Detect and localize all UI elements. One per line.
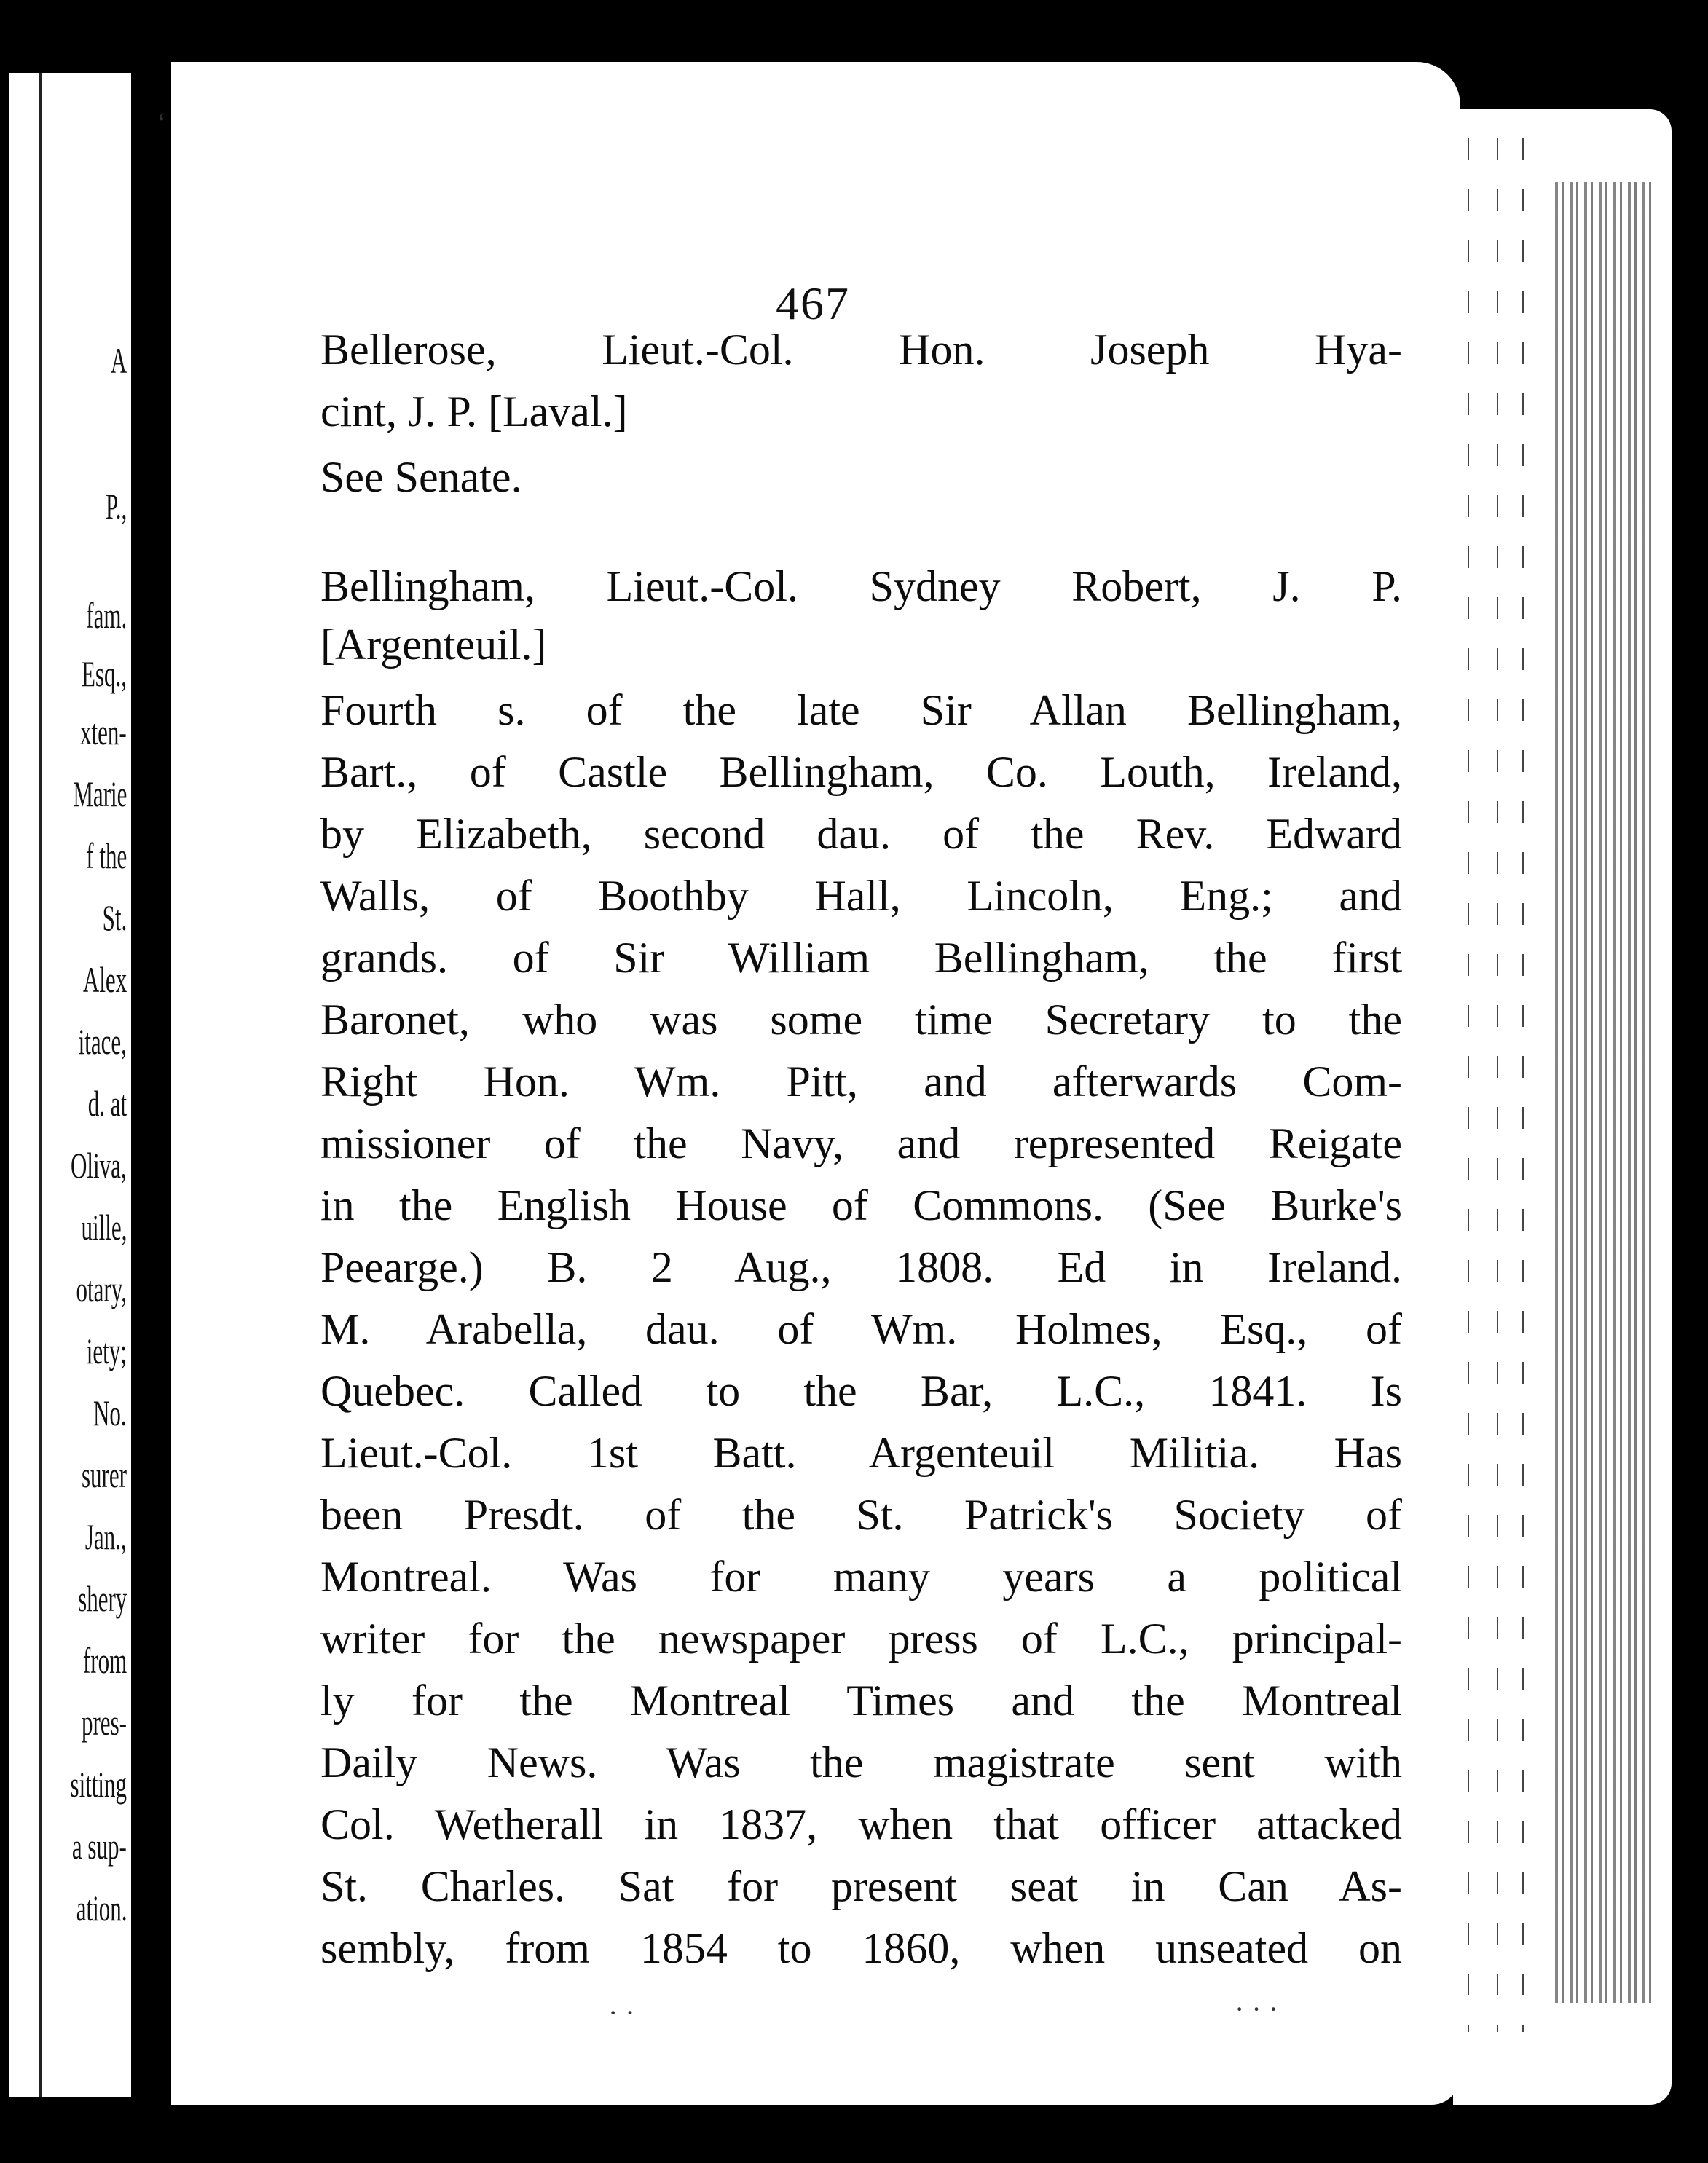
entry-body-line: missioner of the Navy, and represented Reigate [320,1119,1402,1167]
left-fragment: otary, [76,1269,127,1309]
left-fragment: iety; [86,1331,127,1371]
entry-body-line: Daily News. Was the magistrate sent with [320,1738,1402,1786]
entry-heading-line: Bellerose, Lieut.-Col. Hon. Joseph Hya- [320,326,1402,374]
left-fragment: A [110,340,127,381]
edge-line [1522,138,1524,2032]
entry-body-line: writer for the newspaper press of L.C., principal- [320,1615,1402,1663]
entry-body-line: Walls, of Boothby Hall, Lincoln, Eng.; and [320,872,1402,920]
edge-line [1497,138,1498,2032]
edge-line [1468,138,1469,2032]
left-fragment: fam. [86,595,127,636]
left-fragment: P., [105,486,127,527]
main-page [157,62,1460,2105]
left-fragment: Jan., [85,1516,127,1557]
left-fragment: a sup- [72,1826,127,1867]
left-fragment: Oliva, [71,1145,127,1186]
entry-body-line: Quebec. Called to the Bar, L.C., 1841. Is [320,1367,1402,1415]
left-page-fragment [9,73,131,2097]
entry-body-line: Bart., of Castle Bellingham, Co. Louth, Ireland, [320,748,1402,796]
page-number: 467 [776,277,850,329]
entry-heading-line: Bellingham, Lieut.-Col. Sydney Robert, J. P. [320,562,1402,610]
entry-heading-line: cint, J. P. [Laval.] [320,387,628,436]
entry-body-line: St. Charles. Sat for present seat in Can As- [320,1862,1402,1910]
entry-body-line: Right Hon. Wm. Pitt, and afterwards Com- [320,1057,1402,1106]
left-fragment: xten- [80,712,127,752]
page-edges [1453,109,1672,2105]
margin-mark: ‘ [157,106,167,139]
left-page-edge [9,73,42,2097]
entry-body-line: by Elizabeth, second dau. of the Rev. Edward [320,810,1402,858]
entry-body-line: ly for the Montreal Times and the Montreal [320,1677,1402,1725]
left-fragment: surer [82,1454,127,1495]
left-fragment: from [82,1640,127,1681]
edge-shadow [1555,182,1657,2003]
entry-body-line: Col. Wetherall in 1837, when that officer attacked [320,1800,1402,1848]
left-fragment: ation. [76,1888,127,1928]
entry-body-line: M. Arabella, dau. of Wm. Holmes, Esq., of [320,1305,1402,1353]
entry-body-line: Baronet, who was some time Secretary to the [320,996,1402,1044]
entry-body-line: been Presdt. of the St. Patrick's Society of [320,1491,1402,1539]
left-fragment: f the [86,835,127,876]
scan-speck: · · [608,1996,635,2029]
left-fragment: sitting [70,1764,127,1805]
left-fragment: uille, [81,1207,127,1248]
entry-body-line: in the English House of Commons. (See Burke's [320,1181,1402,1229]
left-fragment: shery [77,1578,127,1619]
left-fragment: d. at [87,1083,127,1124]
entry-body-line: grands. of Sir William Bellingham, the first [320,934,1402,982]
entry-body-line: Lieut.-Col. 1st Batt. Argenteuil Militia. Has [320,1429,1402,1477]
left-fragment: St. [102,897,127,938]
left-fragment: Esq., [82,653,127,694]
scan-speck: · · · [1235,1993,1278,2025]
entry-body-line: See Senate. [320,453,522,501]
left-fragment: itace, [78,1021,127,1062]
entry-body-line: Peearge.) B. 2 Aug., 1808. Ed in Ireland. [320,1243,1402,1291]
left-fragment: pres- [82,1702,127,1743]
entry-body-line: Fourth s. of the late Sir Allan Bellingham, [320,686,1402,734]
entry-body-line: Montreal. Was for many years a political [320,1553,1402,1601]
entry-heading-line: [Argenteuil.] [320,620,547,669]
entry-body-line: sembly, from 1854 to 1860, when unseated on [320,1924,1402,1972]
left-fragment: No. [93,1392,127,1433]
left-fragment: Alex [82,959,127,1000]
left-fragment: Marie [72,773,127,814]
